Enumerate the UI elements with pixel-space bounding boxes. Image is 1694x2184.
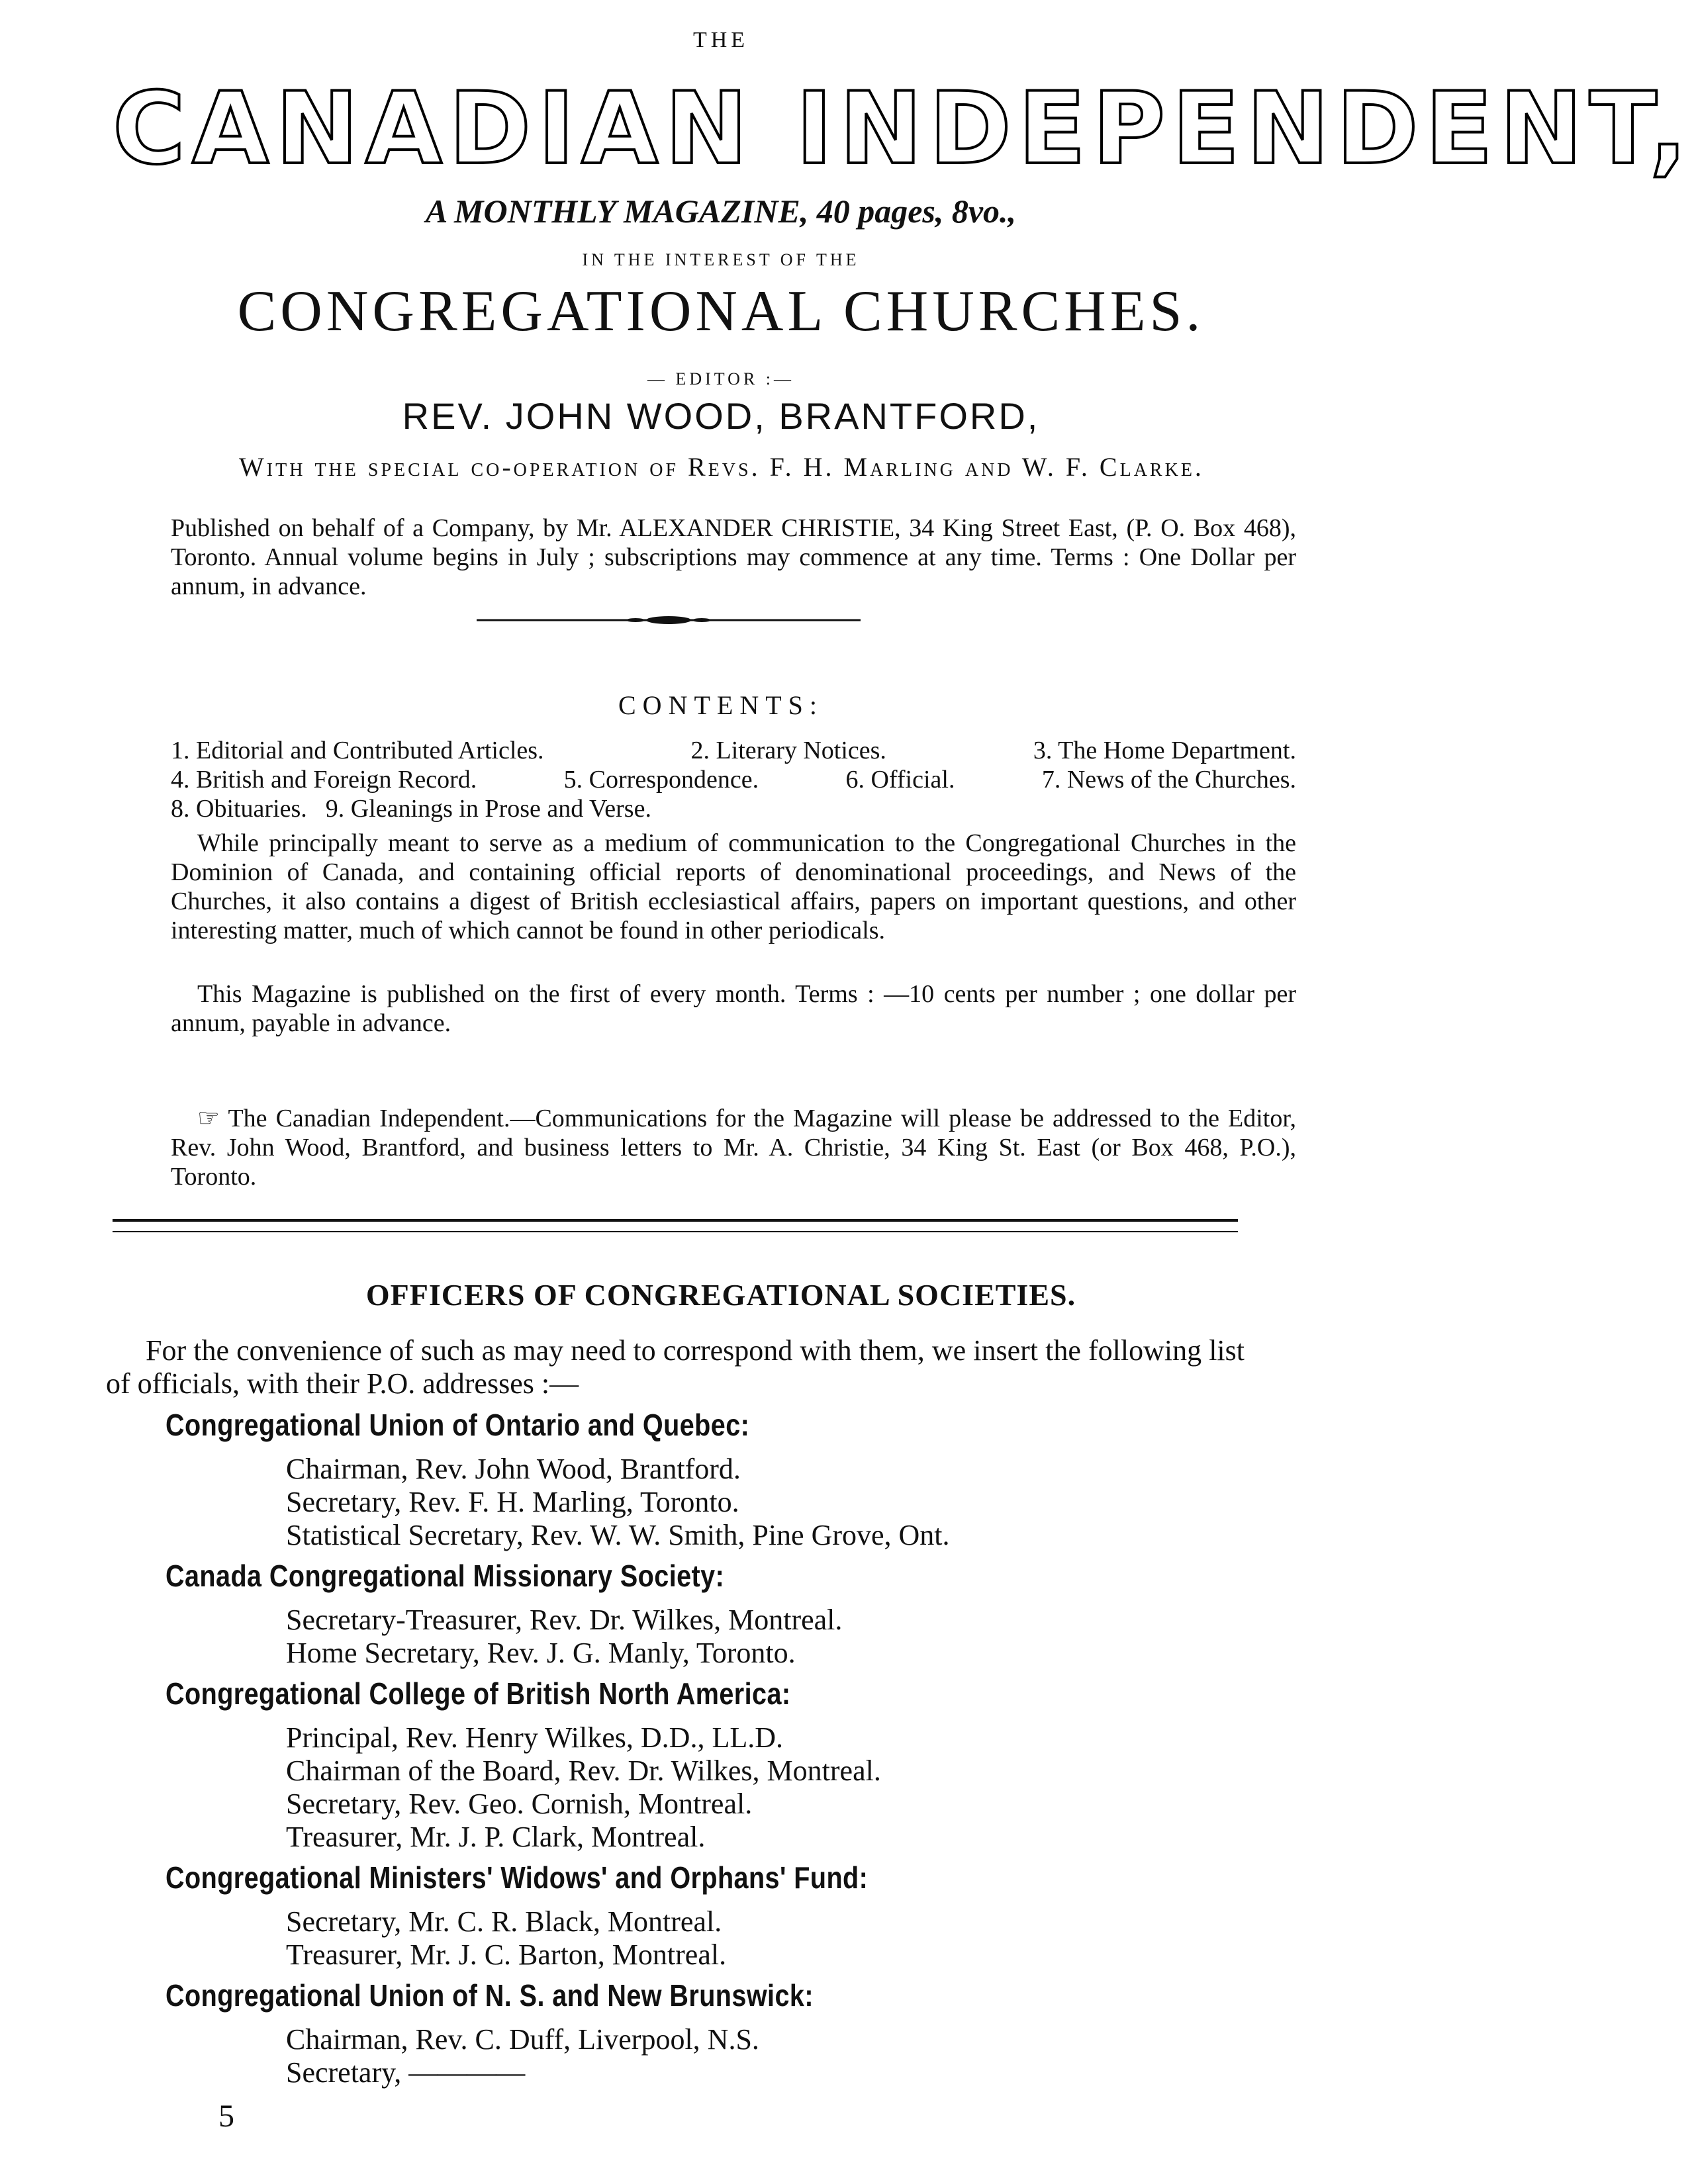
society-name: Congregational College of British North America:	[165, 1676, 791, 1711]
ornamental-rule	[477, 615, 861, 625]
page-number: 5	[218, 2099, 234, 2134]
editor-label: — EDITOR :—	[647, 369, 795, 388]
officers-intro: For the convenience of such as may need to correspond with them, we insert the following list of officials, with their P.O. addresses :—	[106, 1334, 1245, 1400]
officers-heading: OFFICERS OF CONGREGATIONAL SOCIETIES.	[365, 1278, 1076, 1312]
contents-item: 8. Obituaries.	[171, 795, 307, 823]
official-entry: Secretary, Mr. C. R. Black, Montreal.	[286, 1905, 722, 1938]
contents-item: 9. Gleanings in Prose and Verse.	[325, 795, 651, 823]
society-name: Canada Congregational Missionary Society:	[165, 1559, 725, 1593]
congregational-heading: CONGREGATIONAL CHURCHES.	[237, 279, 1205, 343]
subtitle: A MONTHLY MAGAZINE, 40 pages, 8vo.,	[425, 193, 1017, 230]
interest-line: IN THE INTEREST OF THE	[582, 250, 860, 269]
contents-heading: CONTENTS:	[618, 690, 823, 720]
publishing-paragraph: This Magazine is published on the first of every month. Terms : —10 cents per number ; one dollar per annum, payable in advance.	[171, 980, 1296, 1037]
notice-paragraph: ☞ The Canadian Independent.—Communications for the Magazine will please be addressed to the Editor, Rev. John Wood, Brantford, and business letters to Mr. A. Christie, 34 King St. East (or Box 468, P.O.), Toronto.	[171, 1105, 1296, 1191]
official-entry: Secretary, Rev. F. H. Marling, Toronto.	[286, 1486, 739, 1518]
official-entry: Secretary, ————	[286, 2056, 526, 2089]
official-entry: Statistical Secretary, Rev. W. W. Smith, Pine Grove, Ont.	[286, 1519, 950, 1551]
contents-list	[171, 736, 1296, 823]
contents-row	[171, 736, 1296, 765]
contents-row	[171, 794, 1296, 823]
official-entry: Secretary-Treasurer, Rev. Dr. Wilkes, Montreal.	[286, 1604, 843, 1636]
official-entry: Chairman, Rev. C. Duff, Liverpool, N.S.	[286, 2023, 759, 2056]
society-name: Congregational Union of N. S. and New Brunswick:	[165, 1978, 814, 2013]
published-paragraph: Published on behalf of a Company, by Mr. ALEXANDER CHRISTIE, 34 King Street East, (P. O. Box 468), Toronto. Annual volume begins in July ; subscriptions may commence at any time. Terms : One Dollar per annum, in advance.	[171, 514, 1296, 600]
the-label: THE	[692, 28, 749, 52]
society-name: Congregational Ministers' Widows' and Orphans' Fund:	[165, 1860, 869, 1895]
cooperation-line: With the special co-operation of Revs. F. H. Marling and W. F. Clarke.	[239, 452, 1204, 482]
contents-item: 5. Correspondence.	[563, 766, 759, 794]
contents-item: 2. Literary Notices.	[690, 737, 886, 764]
official-entry: Treasurer, Mr. J. C. Barton, Montreal.	[286, 1938, 727, 1971]
contents-item: 4. British and Foreign Record.	[171, 766, 477, 794]
masthead-text: CANADIAN INDEPENDENT,	[113, 71, 1694, 187]
official-entry: Treasurer, Mr. J. P. Clark, Montreal.	[286, 1821, 706, 1853]
official-entry: Chairman, Rev. John Wood, Brantford.	[286, 1453, 741, 1485]
purpose-paragraph: While principally meant to serve as a medium of communication to the Congregational Churches in the Dominion of Canada, and containing official reports of denominational proceedings, and News of the Churches, it also contains a digest of British ecclesiastical affairs, papers on important questions, and other interesting matter, much of which cannot be found in other periodicals.	[171, 829, 1296, 944]
masthead-title	[113, 71, 1694, 187]
contents-item: 6. Official.	[845, 766, 955, 794]
double-rule-divider	[113, 1219, 1238, 1232]
contents-item: 1. Editorial and Contributed Articles.	[171, 737, 544, 764]
contents-item: 7. News of the Churches.	[1041, 766, 1296, 794]
official-entry: Chairman of the Board, Rev. Dr. Wilkes, Montreal.	[286, 1754, 881, 1787]
official-entry: Home Secretary, Rev. J. G. Manly, Toronto.	[286, 1637, 796, 1669]
contents-item: 3. The Home Department.	[1033, 737, 1296, 764]
society-name: Congregational Union of Ontario and Quebec:	[165, 1408, 750, 1442]
contents-row	[171, 765, 1296, 794]
official-entry: Principal, Rev. Henry Wilkes, D.D., LL.D.	[286, 1721, 783, 1754]
editor-name: REV. JOHN WOOD, BRANTFORD,	[402, 395, 1040, 437]
official-entry: Secretary, Rev. Geo. Cornish, Montreal.	[286, 1788, 753, 1820]
